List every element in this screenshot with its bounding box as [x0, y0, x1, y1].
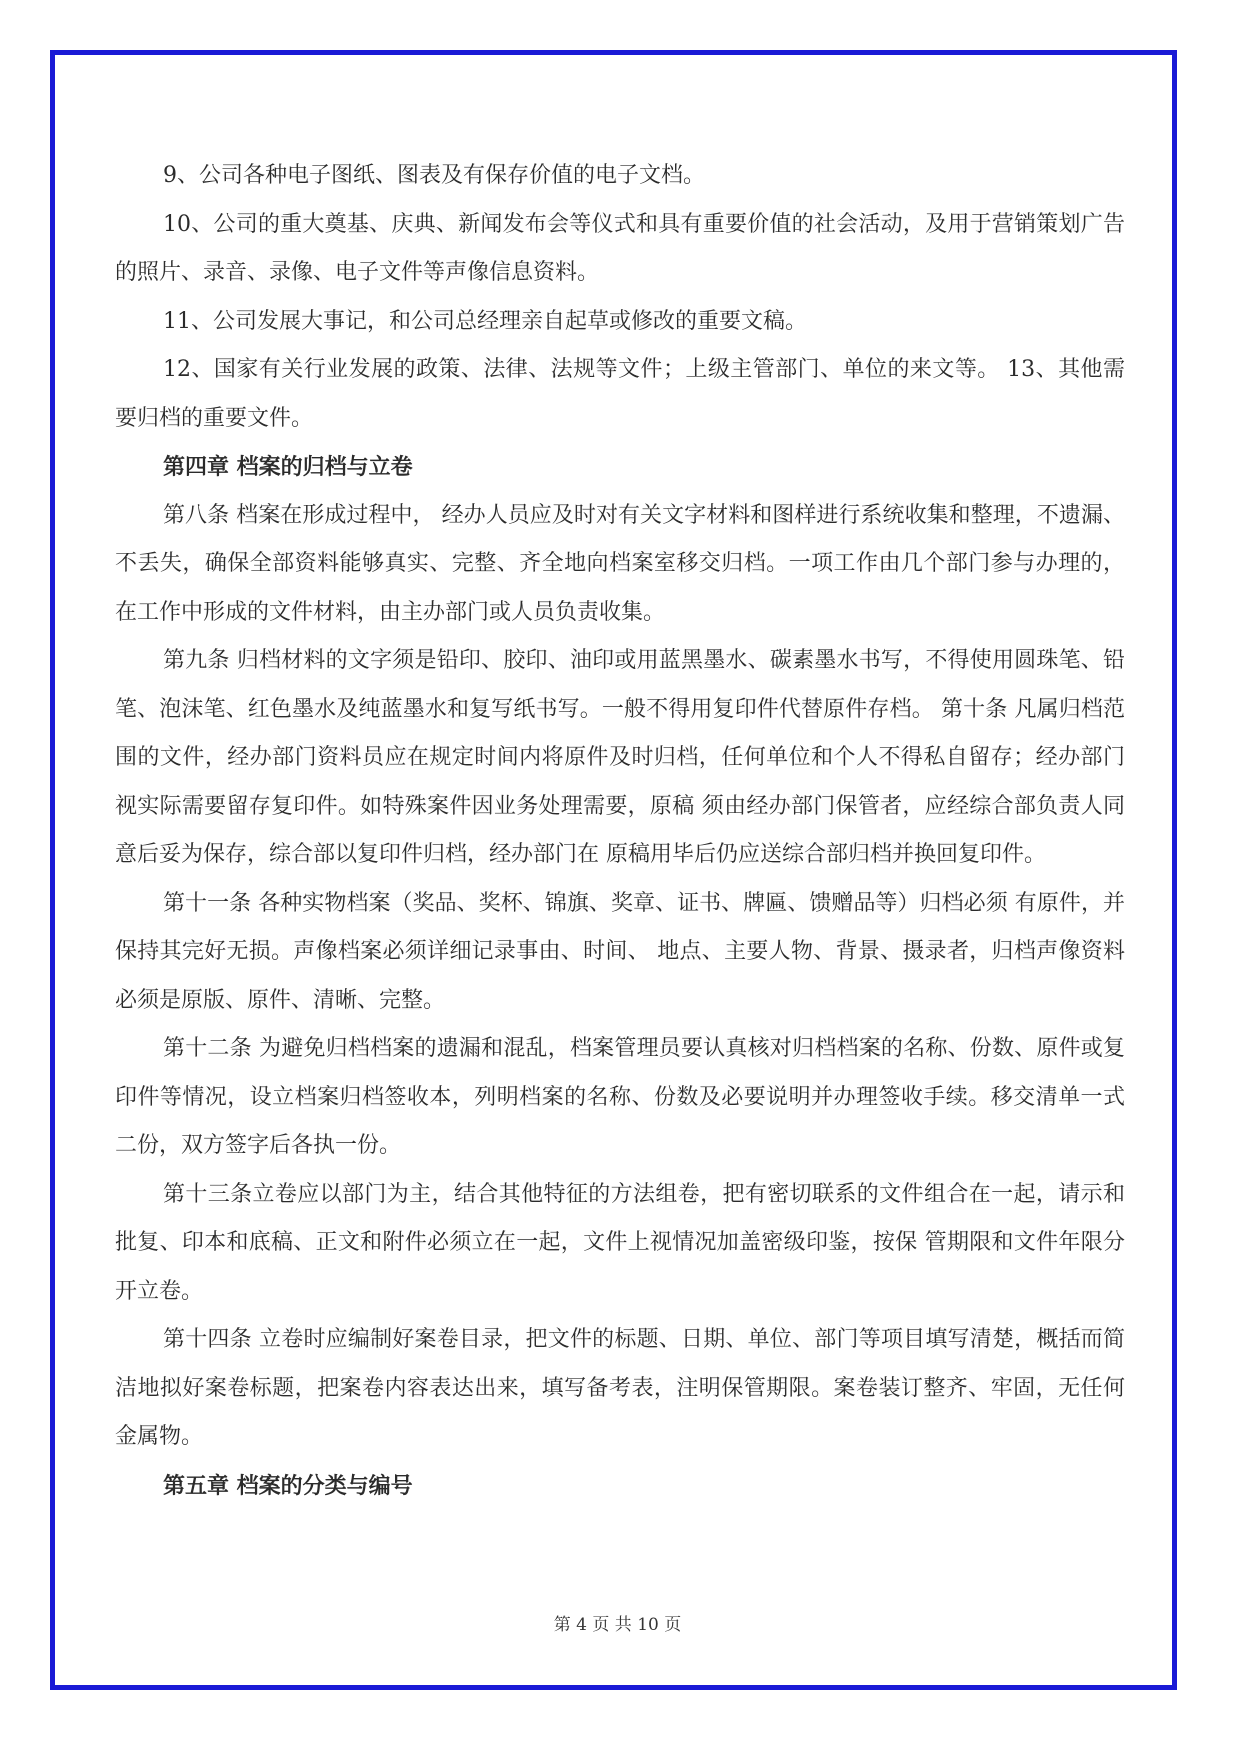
- article-14: 第十四条 立卷时应编制好案卷目录，把文件的标题、日期、单位、部门等项目填写清楚，概括而简洁地拟好案卷标题，把案卷内容表达出来，填写备考表，注明保管期限。案卷装订整齐、牢固，无任何金属物。: [115, 1327, 1125, 1449]
- chapter-4-heading: 第四章 档案的归档与立卷: [163, 454, 413, 480]
- chapter-5-heading: 第五章 档案的分类与编号: [163, 1472, 413, 1499]
- page-number-footer: 第 4 页 共 10 页: [553, 1615, 682, 1635]
- article-11: 第十一条 各种实物档案（奖品、奖杯、锦旗、奖章、证书、牌匾、馈赠品等）归档必须 有原件，并保持其完好无损。声像档案必须详细记录事由、时间、 地点、主要人物、背景、摄录者，归档声像资料必须是原版、原件、清晰、完整。: [115, 890, 1125, 1013]
- clause-12-13: 12、国家有关行业发展的政策、法律、法规等文件；上级主管部门、单位的来文等。 13、其他需要归档的重要文件。: [115, 357, 1125, 431]
- article-9-10: 第九条 归档材料的文字须是铅印、胶印、油印或用蓝黑墨水、碳素墨水书写，不得使用圆珠笔、铅笔、泡沫笔、红色墨水及纯蓝墨水和复写纸书写。一般不得用复印件代替原件存档。 第十条 凡属归档范围的文件，经办部门资料员应在规定时间内将原件及时归档，任何单位和个人不得私自留存；经办部门视实际需要留存复印件。如特殊案件因业务处理需要，原稿 须由经办部门保管者，应经综合部负责人同意后妥为保存，综合部以复印件归档，经办部门在 原稿用毕后仍应送综合部归档并换回复印件。: [115, 648, 1125, 867]
- document-body: [115, 152, 1125, 1510]
- clause-10: 10、公司的重大奠基、庆典、新闻发布会等仪式和具有重要价值的社会活动，及用于营销策划广告的照片、录音、录像、电子文件等声像信息资料。: [115, 211, 1125, 285]
- article-8: 第八条 档案在形成过程中， 经办人员应及时对有关文字材料和图样进行系统收集和整理，不遗漏、不丢失，确保全部资料能够真实、完整、齐全地向档案室移交归档。一项工作由几个部门参与办理的，在工作中形成的文件材料，由主办部门或人员负责收集。: [115, 502, 1125, 625]
- clause-11: 11、公司发展大事记，和公司总经理亲自起草或修改的重要文稿。: [163, 308, 807, 334]
- article-12: 第十二条 为避免归档档案的遗漏和混乱，档案管理员要认真核对归档档案的名称、份数、原件或复印件等情况，设立档案归档签收本，列明档案的名称、份数及必要说明并办理签收手续。移交清单一式二份，双方签字后各执一份。: [115, 1036, 1125, 1158]
- clause-9: 9、公司各种电子图纸、图表及有保存价值的电子文档。: [163, 163, 705, 188]
- article-13: 第十三条立卷应以部门为主，结合其他特征的方法组卷，把有密切联系的文件组合在一起，请示和批复、印本和底稿、正文和附件必须立在一起，文件上视情况加盖密级印鉴，按保 管期限和文件年限分开立卷。: [115, 1181, 1125, 1304]
